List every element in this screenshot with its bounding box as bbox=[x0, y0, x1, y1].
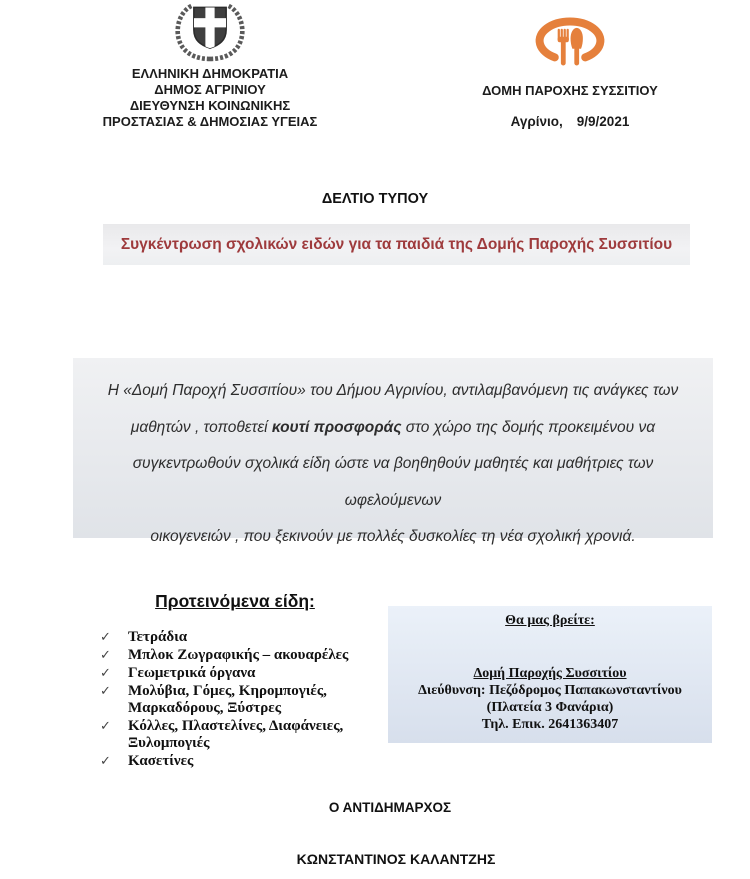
list-item bbox=[100, 753, 400, 770]
body-line: οικογενειών , που ξεκινούν με πολλές δυσκολίες τη νέα σχολική χρονιά. bbox=[150, 528, 636, 545]
signature-name: ΚΩΝΣΤΑΝΤΙΝΟΣ ΚΑΛΑΝΤΖΗΣ bbox=[296, 851, 496, 867]
department-line: ΕΛΛΗΝΙΚΗ ΔΗΜΟΚΡΑΤΙΑ bbox=[131, 66, 289, 81]
list-item-label: Μπλοκ Ζωγραφικής – ακουαρέλες bbox=[128, 647, 349, 663]
find-us-phone: Τηλ. Επικ. 2641363407 bbox=[481, 717, 619, 732]
dateline-date: 9/9/2021 bbox=[576, 114, 630, 129]
suggested-items-list bbox=[100, 629, 400, 771]
org-name: ΔΟΜΗ ΠΑΡΟΧΗΣ ΣΥΣΣΙΤΙΟΥ bbox=[482, 83, 658, 98]
dateline-city: Αγρίνιο, bbox=[510, 114, 563, 129]
checkmark-icon: ✓ bbox=[100, 754, 111, 769]
list-item bbox=[100, 683, 400, 717]
list-item bbox=[100, 629, 400, 646]
list-item-label: Τετράδια bbox=[128, 629, 188, 645]
checkmark-icon: ✓ bbox=[100, 630, 111, 645]
department-lines bbox=[85, 66, 335, 130]
fork-knife-plate-icon bbox=[530, 15, 610, 68]
list-item bbox=[100, 647, 400, 664]
department-line: ΔΗΜΟΣ ΑΓΡΙΝΙΟΥ bbox=[154, 82, 266, 97]
body-line-post: στο χώρο της δομής προκειμένου να bbox=[401, 418, 656, 436]
body-line: συγκεντρωθούν σχολικά είδη ώστε να βοηθηθούν μαθητές και μαθήτριες των ωφελούμενων bbox=[132, 455, 654, 509]
list-item-label: Γεωμετρικά όργανα bbox=[128, 665, 256, 681]
header-right-block bbox=[440, 15, 700, 129]
body-paragraph-box bbox=[73, 358, 713, 545]
find-us-address2: (Πλατεία 3 Φανάρια) bbox=[486, 700, 614, 715]
suggested-items-heading: Προτεινόμενα είδη: bbox=[155, 591, 315, 611]
header-left-block bbox=[85, 2, 335, 130]
find-us-heading: Θα μας βρείτε: bbox=[505, 613, 595, 628]
find-us-name: Δομή Παροχής Συσσιτίου bbox=[473, 666, 627, 681]
greek-coat-of-arms-icon bbox=[171, 2, 249, 62]
signature-role: Ο ΑΝΤΙΔΗΜΑΡΧΟΣ bbox=[328, 800, 452, 815]
checkmark-icon: ✓ bbox=[100, 684, 111, 699]
department-line: ΔΙΕΥΘΥΝΣΗ ΚΟΙΝΩΝΙΚΗΣ bbox=[129, 98, 291, 113]
body-line bbox=[85, 410, 701, 447]
press-release-title: Συγκέντρωση σχολικών ειδών για τα παιδιά της Δομής Παροχής Συσσιτίου bbox=[120, 235, 673, 253]
find-us-address: Διεύθυνση: Πεζόδρομος Παπακωνσταντίνου bbox=[418, 683, 682, 698]
title-bar bbox=[103, 224, 690, 265]
list-item-label: Κόλλες, Πλαστελίνες, Διαφάνειες, Ξυλομπογιές bbox=[128, 718, 344, 751]
press-release-kicker: ΔΕΛΤΙΟ ΤΥΠΟΥ bbox=[321, 191, 429, 207]
body-line-bold: κουτί προσφοράς bbox=[271, 418, 402, 436]
checkmark-icon: ✓ bbox=[100, 648, 111, 663]
list-item bbox=[100, 665, 400, 682]
dateline bbox=[440, 114, 700, 129]
checkmark-icon: ✓ bbox=[100, 719, 111, 734]
body-line: Η «Δομή Παροχή Συσσιτίου» του Δήμου Αγρινίου, αντιλαμβανόμενη τις ανάγκες των bbox=[107, 382, 679, 399]
list-item-label: Κασετίνες bbox=[128, 753, 194, 769]
checkmark-icon: ✓ bbox=[100, 666, 111, 681]
find-us-box bbox=[388, 606, 712, 743]
list-item-label: Μολύβια, Γόμες, Κηρομπογιές, Μαρκαδόρους, Ξύστρες bbox=[128, 683, 327, 716]
body-line-pre: μαθητών , τοποθετεί bbox=[130, 418, 272, 436]
list-item bbox=[100, 718, 400, 752]
department-line: ΠΡΟΣΤΑΣΙΑΣ & ΔΗΜΟΣΙΑΣ ΥΓΕΙΑΣ bbox=[102, 114, 318, 129]
